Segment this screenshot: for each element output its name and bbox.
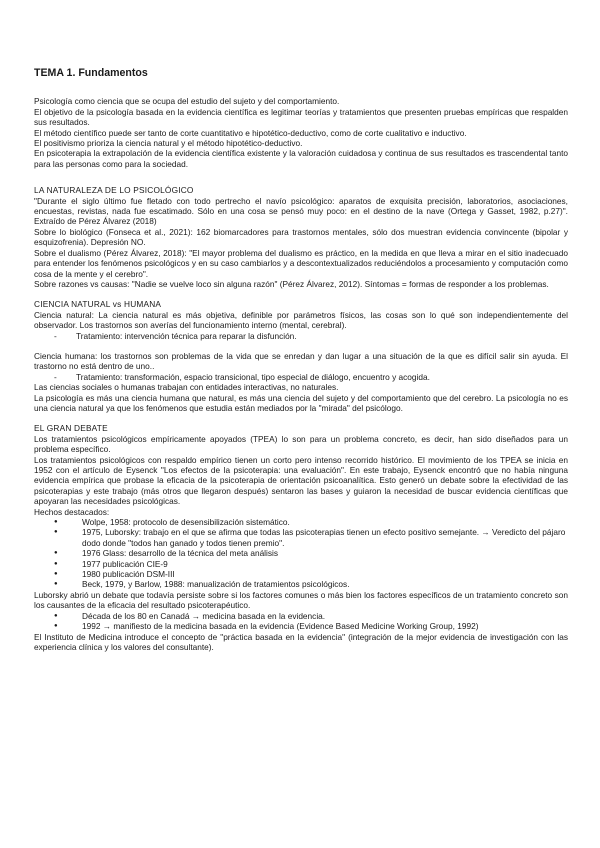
- debate-luborsky: Luborsky abrió un debate que todavía persiste sobre si los factores comunes o más bien los factores específicos de un tratamiento concreto son los causantes de la eficacia del resultado psicoterapéutico.: [34, 589, 568, 611]
- debate-evidencia-list: [34, 611, 568, 632]
- debate-tpea: Los tratamientos psicológicos empíricamente apoyados (TPEA) lo son para un problema concreto, es decir, han sido diseñados para un problema específico.: [34, 433, 568, 455]
- debate-instituto: El Instituto de Medicina introduce el concepto de "práctica basada en la evidencia" (integración de la mejor evidencia de investigación con las experiencia clínica y los valores del consultante).: [34, 631, 568, 652]
- document-title: TEMA 1. Fundamentos: [34, 67, 148, 79]
- list-item: ● 1992 → manifiesto de la medicina basada en la evidencia (Evidence Based Medicine Working Group, 1992): [54, 621, 568, 631]
- list-item: ● Década de los 80 en Canadá → medicina basada en la evidencia.: [54, 611, 568, 621]
- ciencia-sociales: Las ciencias sociales o humanas trabajan con entidades interactivas, no naturales.: [34, 382, 339, 393]
- naturaleza-dualismo: Sobre el dualismo (Pérez Álvarez, 2018): "El mayor problema del dualismo es práctico, en la medida en que lleva a mirar en el sitio inadecuado para entender los fenómenos psicológicos y en su caso cambiarlos y a descontextualizados reduciéndolos a procesamiento y computación como cosa de la mente y el cerebro".: [34, 247, 568, 279]
- debate-hechos-label: Hechos destacados:: [34, 506, 110, 517]
- list-item: - Tratamiento: intervención técnica para reparar la disfunción.: [54, 331, 568, 341]
- ciencia-natural: Ciencia natural: La ciencia natural es más objetiva, definible por parámetros físicos, las cosas son lo qué son independientemente del observador. Los trastornos son averías del funcionamiento interno (mental, cerebral).: [34, 309, 568, 331]
- naturaleza-biologico: Sobre lo biológico (Fonseca et al., 2021): 162 biomarcadores para trastornos mentales, sólo dos muestran evidencia convincente (bipolar y esquizofrenia). Depresión NO.: [34, 226, 568, 248]
- section-heading-naturaleza: LA NATURALEZA DE LO PSICOLÓGICO: [34, 185, 194, 196]
- list-item: ● Beck, 1979, y Barlow, 1988: manualización de tratamientos psicológicos.: [54, 579, 568, 589]
- debate-historia: Los tratamientos psicológicos con respaldo empírico tienen un corto pero intenso recorrido histórico. El movimiento de los TPEA se inicia en 1952 con el artículo de Eysenck "Los efectos de la psicoterapia: una evaluación". En este trabajo, Eysenck encontró que no había ninguna evidencia empírica que probase la eficacia de la psicoterapia de orientación psicoanalítica. Esto generó un debate sobre la efectividad de las psicoterapias y este trabajo (más otros que llegaron después) sentaron las bases y guiaron la necesidad de buscar evidencia científicas que apoyaran las necesidades psicológicas.: [34, 454, 568, 507]
- list-item: ● 1977 publicación CIE-9: [54, 559, 568, 569]
- intro-line-4: El positivismo prioriza la ciencia natural y el método hipotético-deductivo.: [34, 138, 303, 149]
- ciencia-natural-list: [34, 331, 568, 341]
- naturaleza-razones: Sobre razones vs causas: "Nadie se vuelve loco sin alguna razón" (Pérez Álvarez, 2012). Síntomas = formas de responder a los problemas.: [34, 278, 549, 289]
- section-heading-ciencia: CIENCIA NATURAL vs HUMANA: [34, 299, 162, 310]
- debate-hechos-list: [34, 517, 568, 590]
- ciencia-psicologia: La psicología es más una ciencia humana que natural, es más una ciencia del sujeto y del comportamiento que del cerebro. La psicología no es una ciencia natural ya que los fenómenos que estudia están mediados por la "mirada" del psicólogo.: [34, 392, 568, 413]
- list-item: ● 1975, Luborsky: trabajo en el que se afirma que todas las psicoterapias tienen un efecto positivo semejante. → Veredicto del pájaro dodo donde "todos han ganado y todos tienen premio".: [54, 527, 568, 548]
- ciencia-humana-list: [34, 372, 568, 382]
- intro-line-2: El objetivo de la psicología basada en la evidencia científica es legitimar teorías y tratamientos que presenten pruebas empíricas que respalden sus resultados.: [34, 106, 568, 128]
- document-page: [34, 68, 568, 652]
- list-item: ● Wolpe, 1958: protocolo de desensibilización sistemático.: [54, 517, 568, 527]
- section-heading-debate: EL GRAN DEBATE: [34, 423, 108, 434]
- list-item: ● 1976 Glass: desarrollo de la técnica del meta análisis: [54, 548, 568, 558]
- list-item: - Tratamiento: transformación, espacio transicional, tipo especial de diálogo, encuentro y acogida.: [54, 372, 568, 382]
- intro-line-5: En psicoterapia la extrapolación de la evidencia científica existente y la valoración cuidadosa y continua de sus resultados es trascendental tanto para las personas como para la sociedad.: [34, 148, 568, 169]
- list-item: ● 1980 publicación DSM-III: [54, 569, 568, 579]
- intro-line-3: El método científico puede ser tanto de corte cuantitativo e hipotético-deductivo, como de corte cualitativo e inductivo.: [34, 127, 467, 138]
- naturaleza-quote: "Durante el siglo último fue fletado con todo pertrecho el navío psicológico: aparatos de exquisita precisión, laboratorios, asociaciones, encuestas, revistas, nada fue escatimado. Sólo en una cosa se pensó muy poco: en el destino de la nave (Ortega y Gasset, 1982, p.27)". Extraído de Pérez Álvarez (2018): [34, 195, 568, 227]
- ciencia-humana: Ciencia humana: los trastornos son problemas de la vida que se enredan y dan lugar a una situación de la que es difícil salir sin ayuda. El trastorno no está dentro de uno..: [34, 350, 568, 372]
- intro-line-1: Psicología como ciencia que se ocupa del estudio del sujeto y del comportamiento.: [34, 96, 340, 107]
